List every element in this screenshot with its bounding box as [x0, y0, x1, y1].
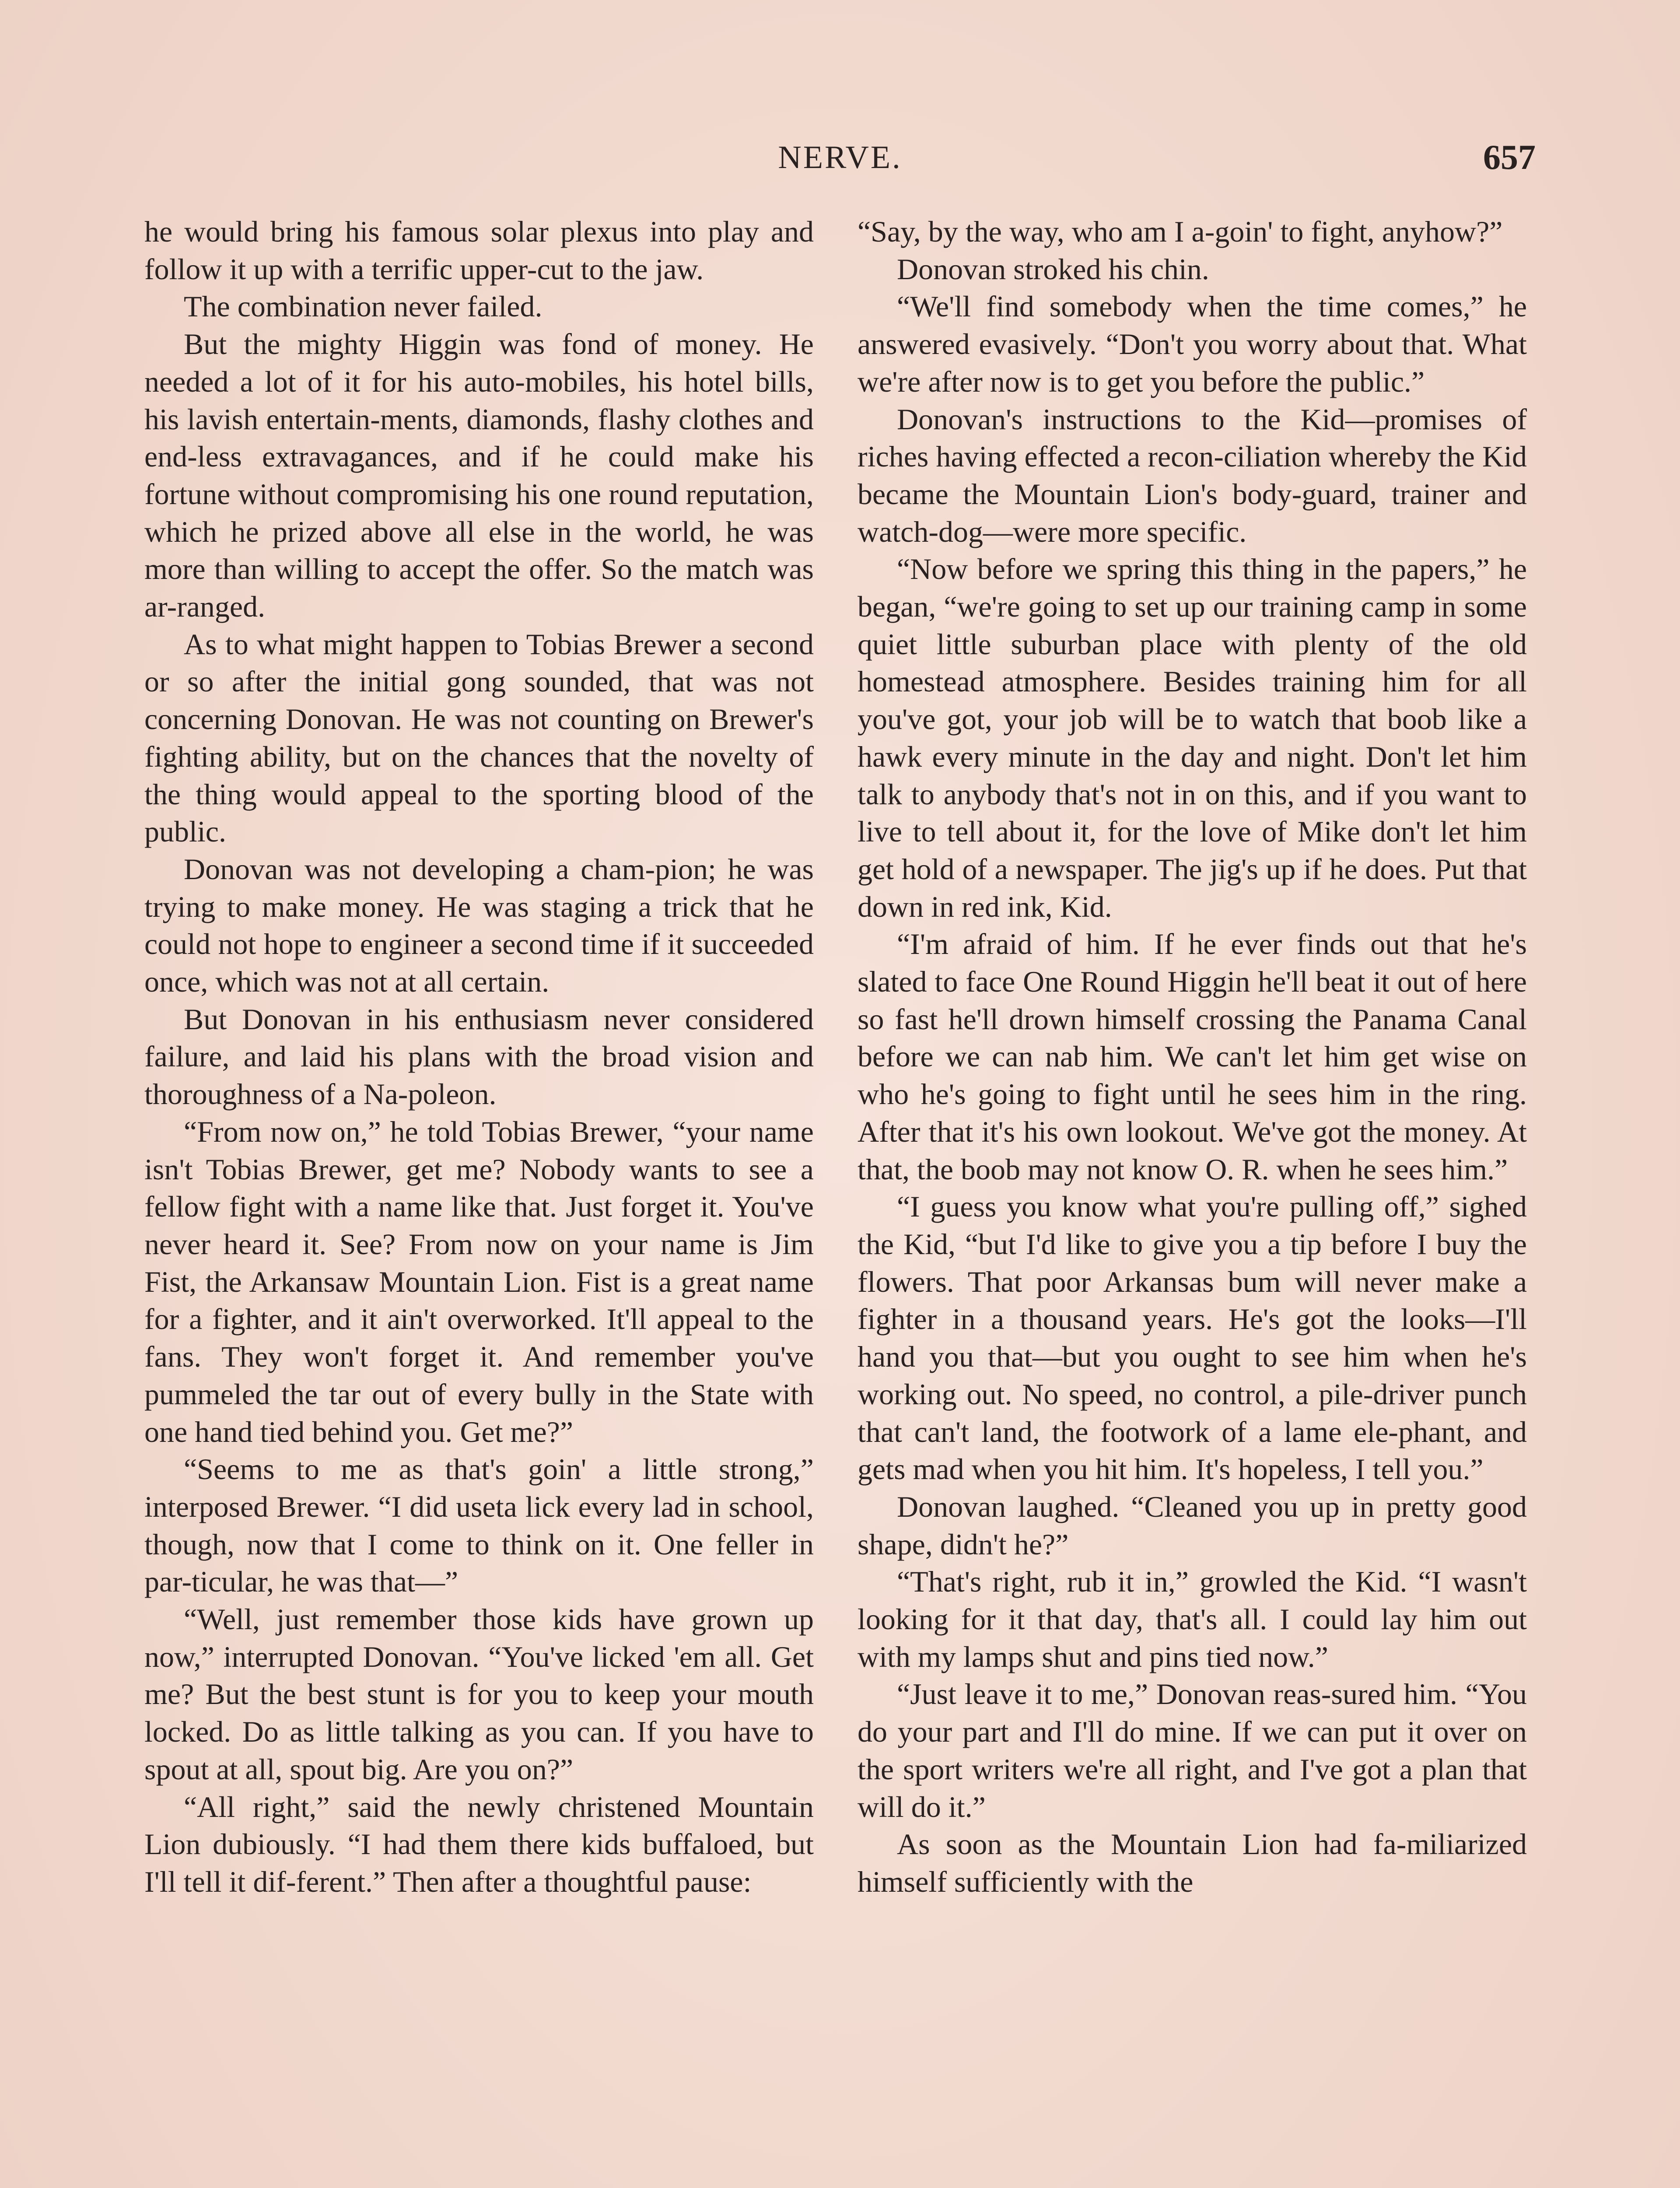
running-title: NERVE.	[778, 140, 902, 175]
text-column-left	[144, 213, 814, 1901]
paragraph: Donovan's instructions to the Kid—promises of riches having effected a recon-ciliation whereby the Kid became the Mountain Lion's body-guard, trainer and watch-dog—were more specific.	[858, 402, 1527, 548]
paragraph: “All right,” said the newly christened Mountain Lion dubiously. “I had them there kids buffaloed, but I'll tell it dif-ferent.” Then after a thoughtful pause:	[144, 1790, 814, 1898]
paragraph: “Seems to me as that's goin' a little strong,” interposed Brewer. “I did useta lick every lad in school, though, now that I come to think on it. One feller in par-ticular, he was that—”	[144, 1452, 814, 1599]
paragraph: he would bring his famous solar plexus into play and follow it up with a terrific upper-cut to the jaw.	[144, 215, 814, 286]
paragraph: “I guess you know what you're pulling off,” sighed the Kid, “but I'd like to give you a tip before I buy the flowers. That poor Arkansas bum will never make a fighter in a thousand years. He's got the looks—I'll hand you that—but you ought to see him when he's working out. No speed, no control, a pile-driver punch that can't land, the footwork of a lame ele-phant, and gets mad when you hit him. It's hopeless, I tell you.”	[858, 1190, 1527, 1486]
paragraph: “We'll find somebody when the time comes,” he answered evasively. “Don't you worry about that. What we're after now is to get you before the public.”	[858, 290, 1527, 398]
paragraph: The combination never failed.	[184, 290, 542, 323]
paragraph: “I'm afraid of him. If he ever finds out that he's slated to face One Round Higgin he'll beat it out of here so fast he'll drown himself crossing the Panama Canal before we can nab him. We can't let him get wise on who he's going to fight until he sees him in the ring. After that it's his own lookout. We've got the money. At that, the boob may not know O. R. when he sees him.”	[858, 927, 1527, 1186]
paragraph: “Just leave it to me,” Donovan reas-sured him. “You do your part and I'll do mine. If we can put it over on the sport writers we're all right, and I've got a plan that will do it.”	[858, 1677, 1527, 1823]
paragraph: “Say, by the way, who am I a-goin' to fight, anyhow?”	[858, 215, 1503, 248]
paragraph: As to what might happen to Tobias Brewer a second or so after the initial gong sounded, that was not concerning Donovan. He was not counting on Brewer's fighting ability, but on the chances that the novelty of the thing would appeal to the sporting blood of the public.	[144, 627, 814, 849]
paragraph: “That's right, rub it in,” growled the Kid. “I wasn't looking for it that day, that's all. I could lay him out with my lamps shut and pins tied now.”	[858, 1565, 1527, 1673]
paragraph: Donovan stroked his chin.	[897, 252, 1209, 286]
page-number: 657	[1483, 138, 1536, 177]
running-header	[144, 133, 1536, 186]
paragraph: Donovan laughed. “Cleaned you up in pretty good shape, didn't he?”	[858, 1490, 1527, 1561]
text-column-right	[858, 213, 1527, 1901]
paragraph: But the mighty Higgin was fond of money. He needed a lot of it for his auto-mobiles, his hotel bills, his lavish entertain-ments, diamonds, flashy clothes and end-less extravagances, and if he could make his fortune without compromising his one round reputation, which he prized above all else in the world, he was more than willing to accept the offer. So the match was ar-ranged.	[144, 327, 814, 624]
paragraph: But Donovan in his enthusiasm never considered failure, and laid his plans with the broad vision and thoroughness of a Na-poleon.	[144, 1002, 814, 1111]
paragraph: “From now on,” he told Tobias Brewer, “your name isn't Tobias Brewer, get me? Nobody wants to see a fellow fight with a name like that. Just forget it. You've never heard it. See? From now on your name is Jim Fist, the Arkansaw Mountain Lion. Fist is a great name for a fighter, and it ain't overworked. It'll appeal to the fans. They won't forget it. And remember you've pummeled the tar out of every bully in the State with one hand tied behind you. Get me?”	[144, 1115, 814, 1448]
paragraph: As soon as the Mountain Lion had fa-miliarized himself sufficiently with the	[858, 1827, 1527, 1898]
paragraph: Donovan was not developing a cham-pion; he was trying to make money. He was staging a trick that he could not hope to engineer a second time if it succeeded once, which was not at all certain.	[144, 852, 814, 999]
paragraph: “Well, just remember those kids have grown up now,” interrupted Donovan. “You've licked 'em all. Get me? But the best stunt is for you to keep your mouth locked. Do as little talking as you can. If you have to spout at all, spout big. Are you on?”	[144, 1602, 814, 1786]
paragraph: “Now before we spring this thing in the papers,” he began, “we're going to set up our training camp in some quiet little suburban place with plenty of the old homestead atmosphere. Besides training him for all you've got, your job will be to watch that boob like a hawk every minute in the day and night. Don't let him talk to anybody that's not in on this, and if you want to live to tell about it, for the love of Mike don't let him get hold of a newspaper. The jig's up if he does. Put that down in red ink, Kid.	[858, 552, 1527, 923]
